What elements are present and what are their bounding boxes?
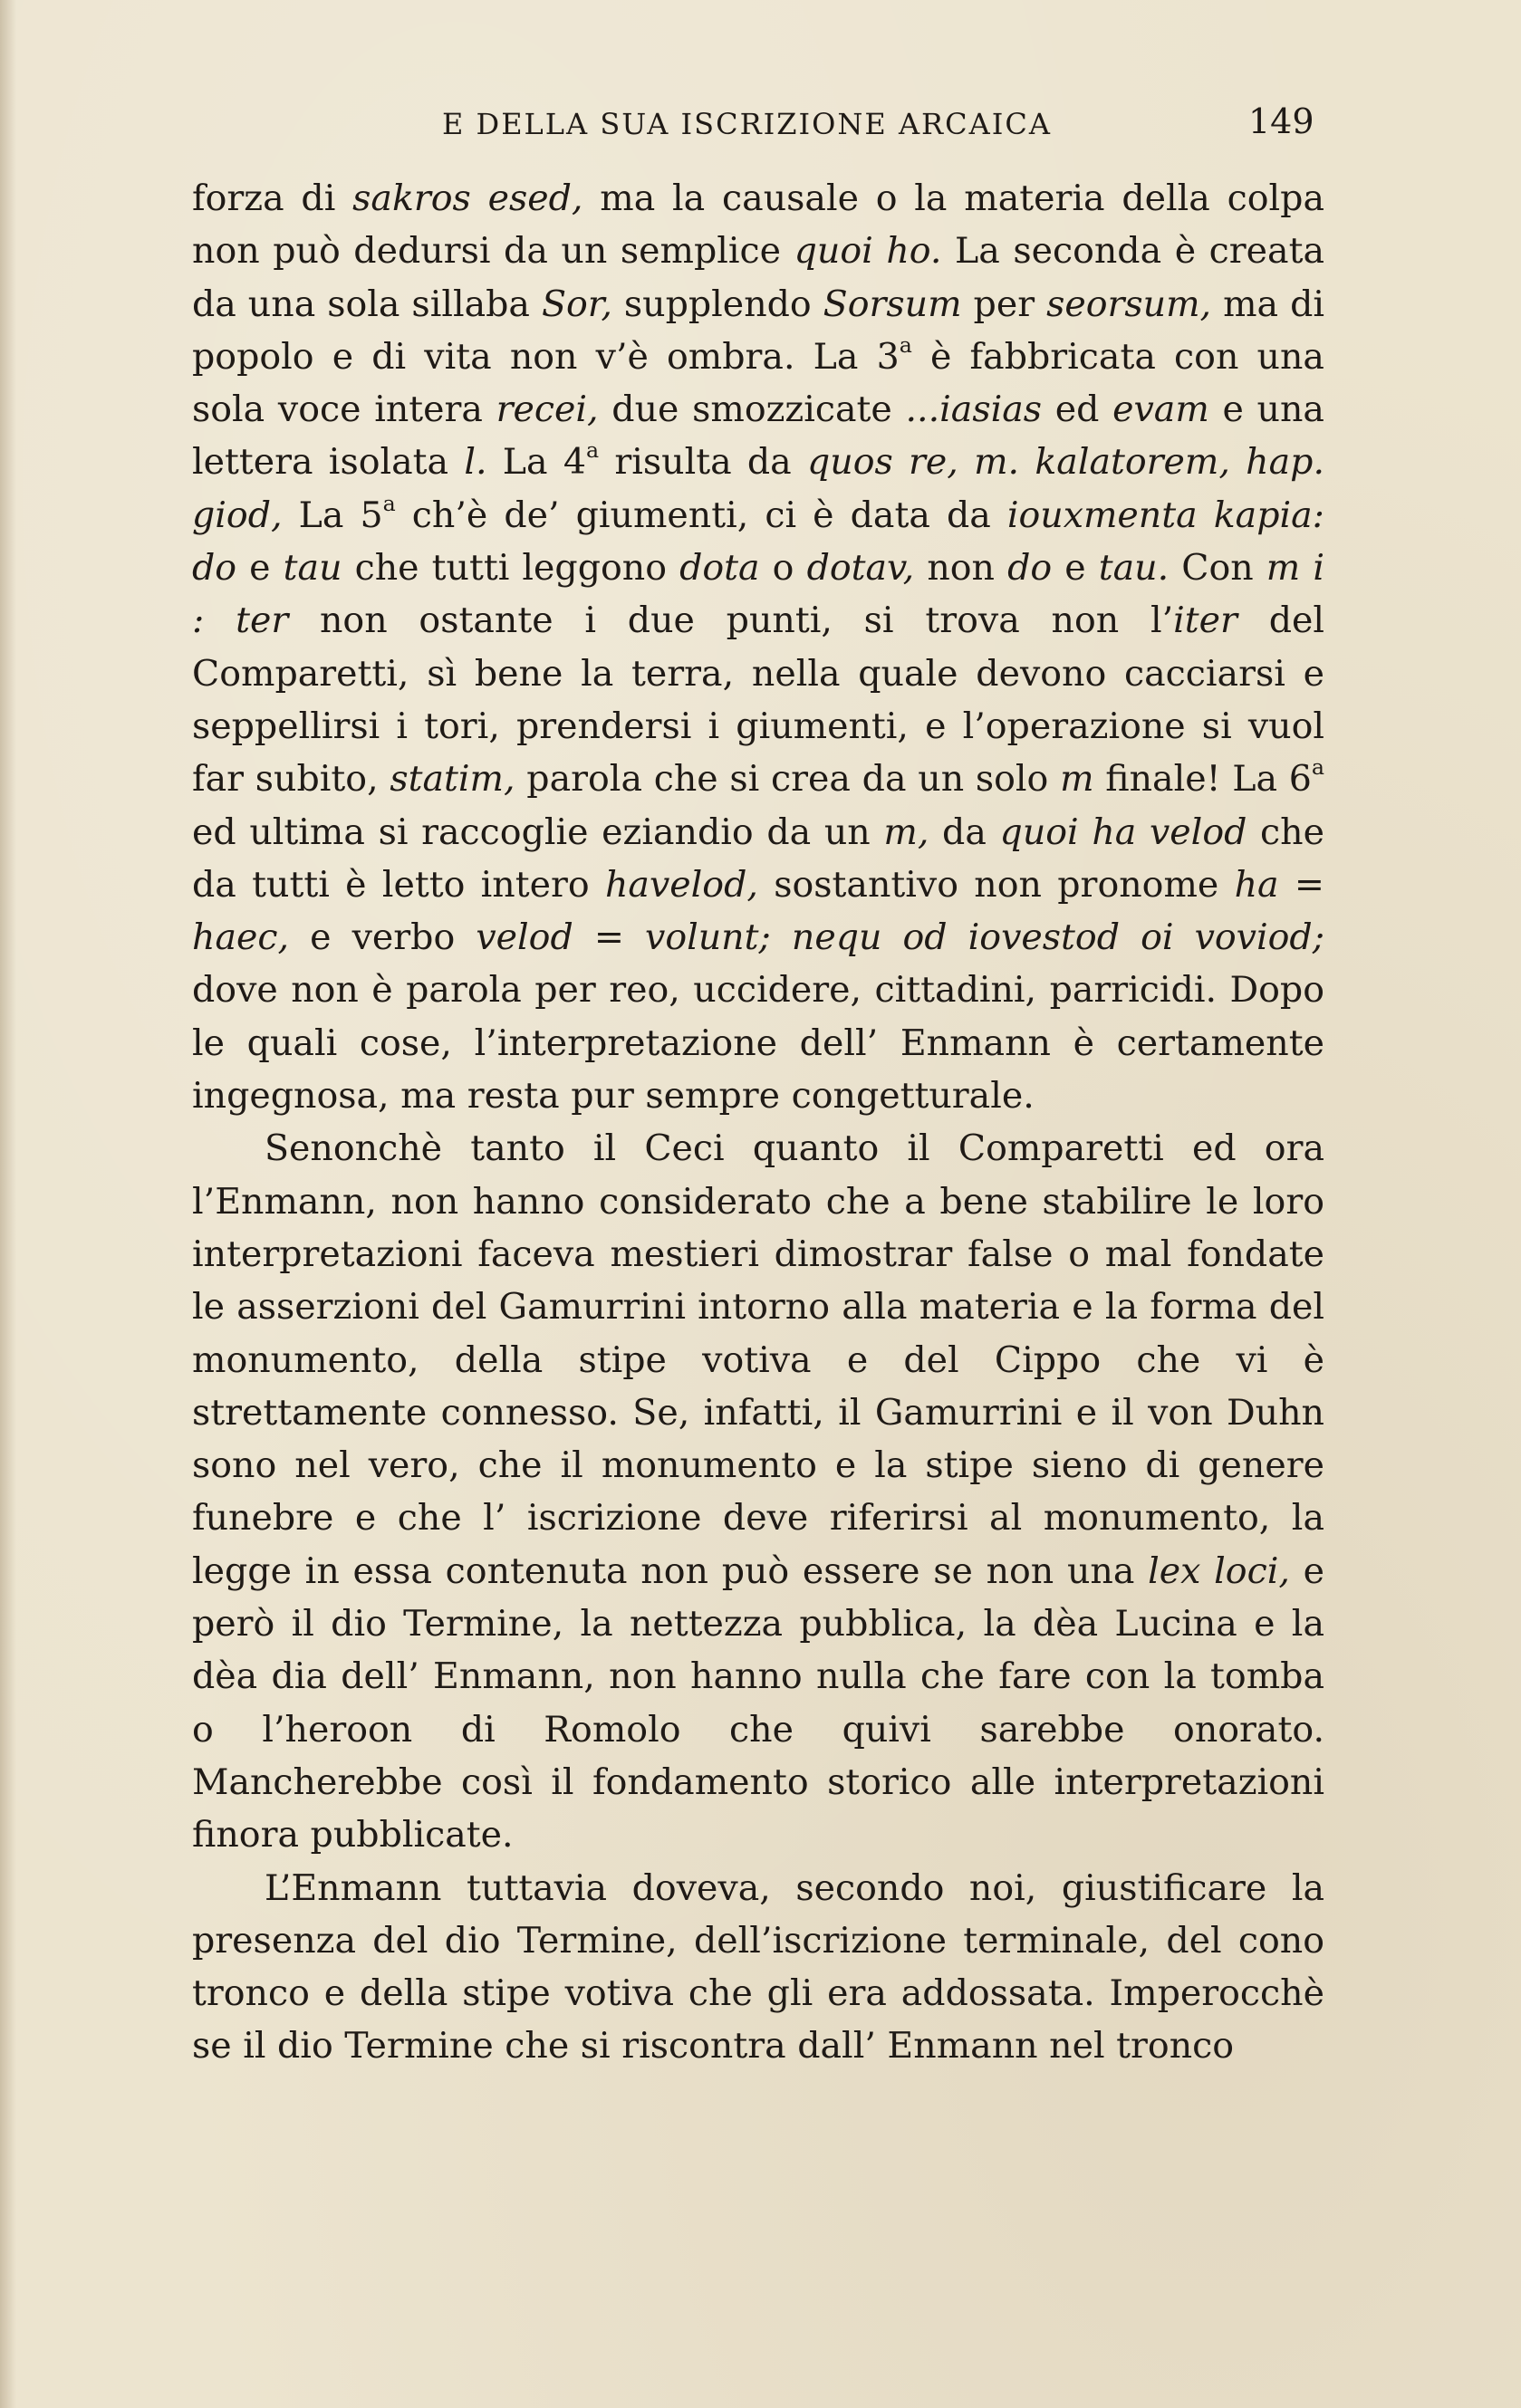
text-run: ed (1042, 389, 1113, 431)
text-run: che tutti leggono (342, 547, 680, 590)
text-run: per (961, 283, 1047, 325)
italic-term: l. (464, 441, 487, 484)
italic-term: dotav, (806, 547, 915, 590)
italic-term: lex loci, (1148, 1549, 1290, 1592)
text-run: da (929, 811, 1000, 853)
text-run: ch’è de’ giumenti, ci è data da (395, 494, 1007, 536)
text-run: che da tutti è letto intero (192, 811, 1324, 906)
ordinal-superscript: a (1311, 754, 1324, 781)
italic-term: quos re, m. kalatorem, hap. giod, (192, 441, 1325, 536)
text-run: La seconda è creata da una sola sillaba (192, 230, 1325, 325)
ordinal-superscript: a (382, 491, 396, 517)
text-run: Con (1169, 547, 1266, 590)
text-run: è fabbricata con una sola voce intera (192, 335, 1324, 431)
italic-term: dota (679, 547, 760, 590)
italic-term: havelod, (604, 863, 758, 906)
italic-term: Sor, (541, 283, 612, 325)
page-number: 149 (1248, 101, 1314, 141)
text-run: forza di (192, 177, 353, 219)
ordinal-superscript: a (585, 437, 600, 464)
text-run: parola che si crea da un solo (515, 758, 1061, 801)
text-run: L’Enmann tuttavia doveva, secondo noi, giustificare la presenza del dio Termine, dell’iscrizione terminale, del cono tronco e della stipe votiva che gli era addossata. Imperocchè se il dio Termine che si riscontra dall’ Enmann nel tronco (192, 1866, 1324, 2067)
text-run: non (914, 547, 1008, 590)
italic-term: recei, (496, 389, 599, 431)
italic-term: tau (283, 547, 342, 590)
text-run: ed ultima si raccoglie eziandio da un (192, 811, 884, 853)
running-title: E DELLA SUA ISCRIZIONE ARCAICA (442, 107, 1052, 141)
italic-term: m, (883, 811, 929, 853)
italic-term: quoi ha velod (999, 811, 1247, 853)
page-header (0, 101, 1521, 152)
italic-term: seorsum, (1046, 283, 1212, 325)
paragraph-3 (192, 1862, 1324, 2073)
body-text (192, 172, 1324, 2073)
text-run: sostantivo non pronome (757, 863, 1235, 906)
italic-term: statim, (390, 758, 515, 801)
text-run: o (759, 547, 807, 590)
italic-term: do (1007, 547, 1053, 590)
italic-term: quoi ho. (794, 230, 942, 273)
text-run: risulta da (599, 441, 807, 484)
text-run: La 5 (282, 494, 383, 536)
italic-term: evam (1112, 389, 1209, 431)
text-run: finale! La 6 (1093, 758, 1312, 801)
text-run: non ostante i due punti, si trova non l’ (288, 600, 1174, 642)
text-run: ma la causale o la materia della colpa non può dedursi da un semplice (192, 177, 1324, 273)
text-run: La 4 (486, 441, 586, 484)
text-run: dove non è parola per reo, uccidere, cittadini, parricidi. Dopo le quali cose, l’interpretazione dell’ Enmann è certamente ingegnosa, ma resta pur sempre congetturale. (192, 969, 1324, 1118)
italic-term: sakros esed, (352, 177, 583, 219)
text-run: due smozzicate (598, 389, 906, 431)
text-run: e (236, 547, 284, 590)
text-run: del Comparetti, sì bene la terra, nella quale devono cacciarsi e seppellirsi i tori, prendersi i giumenti, e l’operazione si vuol far subito, (192, 600, 1324, 801)
italic-term: ha = haec, (192, 863, 1324, 959)
text-run: e una lettera isolata (192, 389, 1324, 484)
text-run: Senonchè tanto il Ceci quanto il Comparetti ed ora l’Enmann, non hanno considerato che a bene stabilire le loro interpretazioni faceva mestieri dimostrar false o mal fondate le asserzioni del Gamurrini intorno alla materia e la forma del monumento, della stipe votiva e del Cippo che vi è strettamente connesso. Se, infatti, il Gamurrini e il von Duhn sono nel vero, che il monumento e la stipe sieno di genere funebre e che l’ iscrizione deve riferirsi al monumento, la legge in essa contenuta non può essere se non una (192, 1127, 1324, 1592)
italic-term: velod = volunt; nequ od iovestod oi voviod; (476, 916, 1324, 959)
paragraph-2 (192, 1122, 1324, 1861)
italic-term: m i : ter (192, 547, 1324, 642)
text-run: supplendo (611, 283, 823, 325)
page-left-edge-shadow (0, 0, 16, 2408)
italic-term: m (1060, 758, 1094, 801)
ordinal-superscript: a (899, 332, 912, 359)
italic-term: tau. (1098, 547, 1170, 590)
italic-term: iter (1173, 600, 1237, 642)
italic-term: ...iasias (905, 389, 1043, 431)
text-run: e verbo (289, 916, 477, 959)
paragraph-1 (192, 172, 1324, 1122)
text-run: e (1052, 547, 1099, 590)
text-run: e però il dio Termine, la nettezza pubblica, la dèa Lucina e la dèa dia dell’ Enmann, non hanno nulla che fare con la tomba o l’heroon di Romolo che quivi sarebbe onorato. Mancherebbe così il fondamento storico alle interpretazioni finora pubblicate. (192, 1549, 1324, 1856)
text-run: ma di popolo e di vita non v’è ombra. La 3 (192, 283, 1324, 378)
italic-term: Sorsum (823, 283, 962, 325)
italic-term: iouxmenta kapia: do (192, 494, 1324, 590)
